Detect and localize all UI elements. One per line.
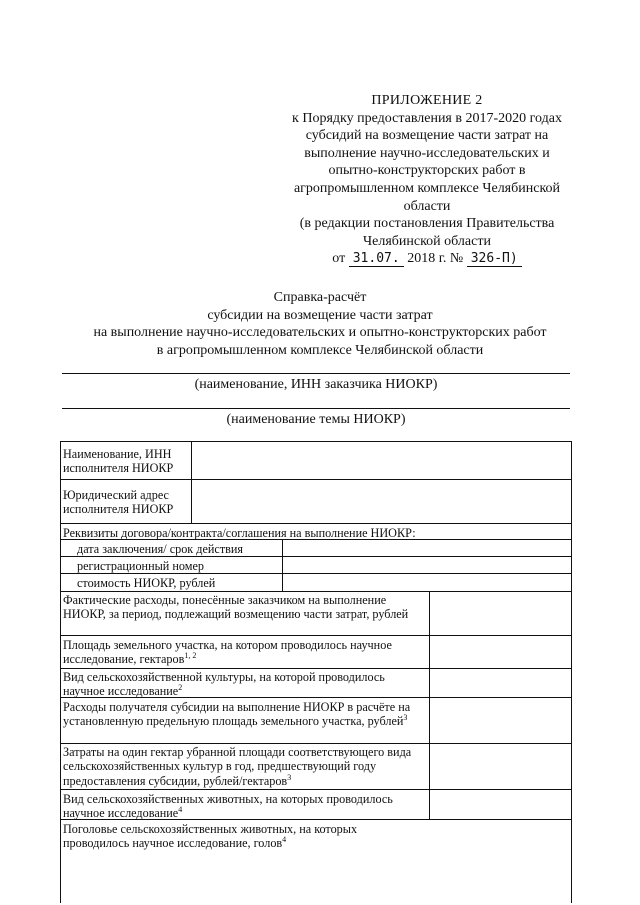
executor-name-label: Наименование, ИНН исполнителя НИОКР <box>63 447 174 476</box>
footnote-ref: 1, 2 <box>184 651 197 661</box>
row-divider <box>60 523 572 524</box>
contract-cost-value <box>283 574 571 591</box>
actual-costs-label: Фактические расходы, понесённые заказчиком на выполнение НИОКР, за период, подлежащий возмещению части затрат, рублей <box>63 593 409 622</box>
document-title <box>40 289 600 359</box>
handwritten-date: 31.07. <box>349 252 404 267</box>
title-line: в агропромышленном комплексе Челябинской области <box>156 342 484 358</box>
footnote-ref: 2 <box>178 683 183 693</box>
appendix-line: к Порядку предоставления в 2017-2020 годах <box>292 110 562 126</box>
footnote-ref: 4 <box>178 805 183 815</box>
animal-type-text: Вид сельскохозяйственных животных, на которых проводилось научное исследование <box>63 792 393 821</box>
animal-type-label <box>60 791 426 821</box>
appendix-line: выполнение научно-исследовательских и <box>304 145 550 161</box>
customer-caption: (наименование, ИНН заказчика НИОКР) <box>194 377 438 392</box>
land-area-text: Площадь земельного участка, на котором проводилось научное исследование, гектаров <box>63 638 392 667</box>
appendix-line: области <box>403 198 451 214</box>
contract-number-label: регистрационный номер <box>77 559 204 573</box>
customer-fill-line <box>62 373 570 374</box>
appendix-date-line <box>262 250 592 268</box>
cost-per-hectare-value <box>430 744 571 789</box>
executor-name-value <box>192 441 571 479</box>
footnote-ref: 3 <box>287 772 292 782</box>
land-area-label <box>60 637 426 667</box>
appendix-header <box>262 92 592 268</box>
executor-address-value <box>192 480 571 523</box>
table-border <box>571 441 572 903</box>
title-line: Справка-расчёт <box>273 290 367 305</box>
appendix-line: опытно-конструкторских работ в <box>328 163 526 179</box>
appendix-heading: ПРИЛОЖЕНИЕ 2 <box>371 93 483 108</box>
animal-type-value <box>430 790 571 819</box>
livestock-text: Поголовье сельскохозяйственных животных, на которых проводилось научное исследование, голов <box>63 822 358 851</box>
contract-date-label: дата заключения/ срок действия <box>77 542 244 556</box>
footnote-ref: 4 <box>282 835 287 845</box>
land-area-value <box>430 636 571 668</box>
title-line: субсидии на возмещение части затрат <box>207 307 433 323</box>
subsidy-expenses-value <box>430 698 571 743</box>
contract-cost-label: стоимость НИОКР, рублей <box>77 576 216 590</box>
date-prefix: от <box>332 251 346 267</box>
calculation-table <box>60 441 572 903</box>
cost-per-hectare-label <box>60 744 426 788</box>
actual-costs-value <box>430 592 571 635</box>
subsidy-expenses-text: Расходы получателя субсидии на выполнение НИОКР в расчёте на установленную предельную площадь земельного участка, рублей <box>63 700 411 729</box>
handwritten-number: 326-П) <box>467 252 522 267</box>
appendix-line: Челябинской области <box>363 233 491 249</box>
appendix-line: агропромышленном комплексе Челябинской <box>293 180 561 196</box>
topic-caption: (наименование темы НИОКР) <box>226 412 406 427</box>
livestock-label <box>60 821 426 851</box>
subsidy-expenses-label <box>60 699 426 729</box>
topic-fill-line <box>62 408 570 409</box>
contract-number-value <box>283 557 571 573</box>
crop-type-label <box>60 669 422 699</box>
title-line: на выполнение научно-исследовательских и опытно-конструкторских работ <box>93 325 547 340</box>
footnote-ref: 3 <box>403 713 408 723</box>
contract-details-label: Реквизиты договора/контракта/соглашения на выполнение НИОКР: <box>63 526 416 540</box>
contract-date-value <box>283 540 571 556</box>
executor-address-label: Юридический адрес исполнителя НИОКР <box>63 488 174 517</box>
date-year: 2018 г. № <box>407 251 464 267</box>
cost-per-hectare-text: Затраты на один гектар убранной площади соответствующего вида сельскохозяйственных культур в год, предшествующий году предоставления субсидии, рублей/гектаров <box>63 745 412 788</box>
appendix-line: субсидий на возмещение части затрат на <box>305 128 549 144</box>
appendix-line: (в редакции постановления Правительства <box>299 216 555 232</box>
crop-type-value <box>430 669 571 697</box>
crop-type-text: Вид сельскохозяйственной культуры, на которой проводилось научное исследование <box>63 670 385 699</box>
